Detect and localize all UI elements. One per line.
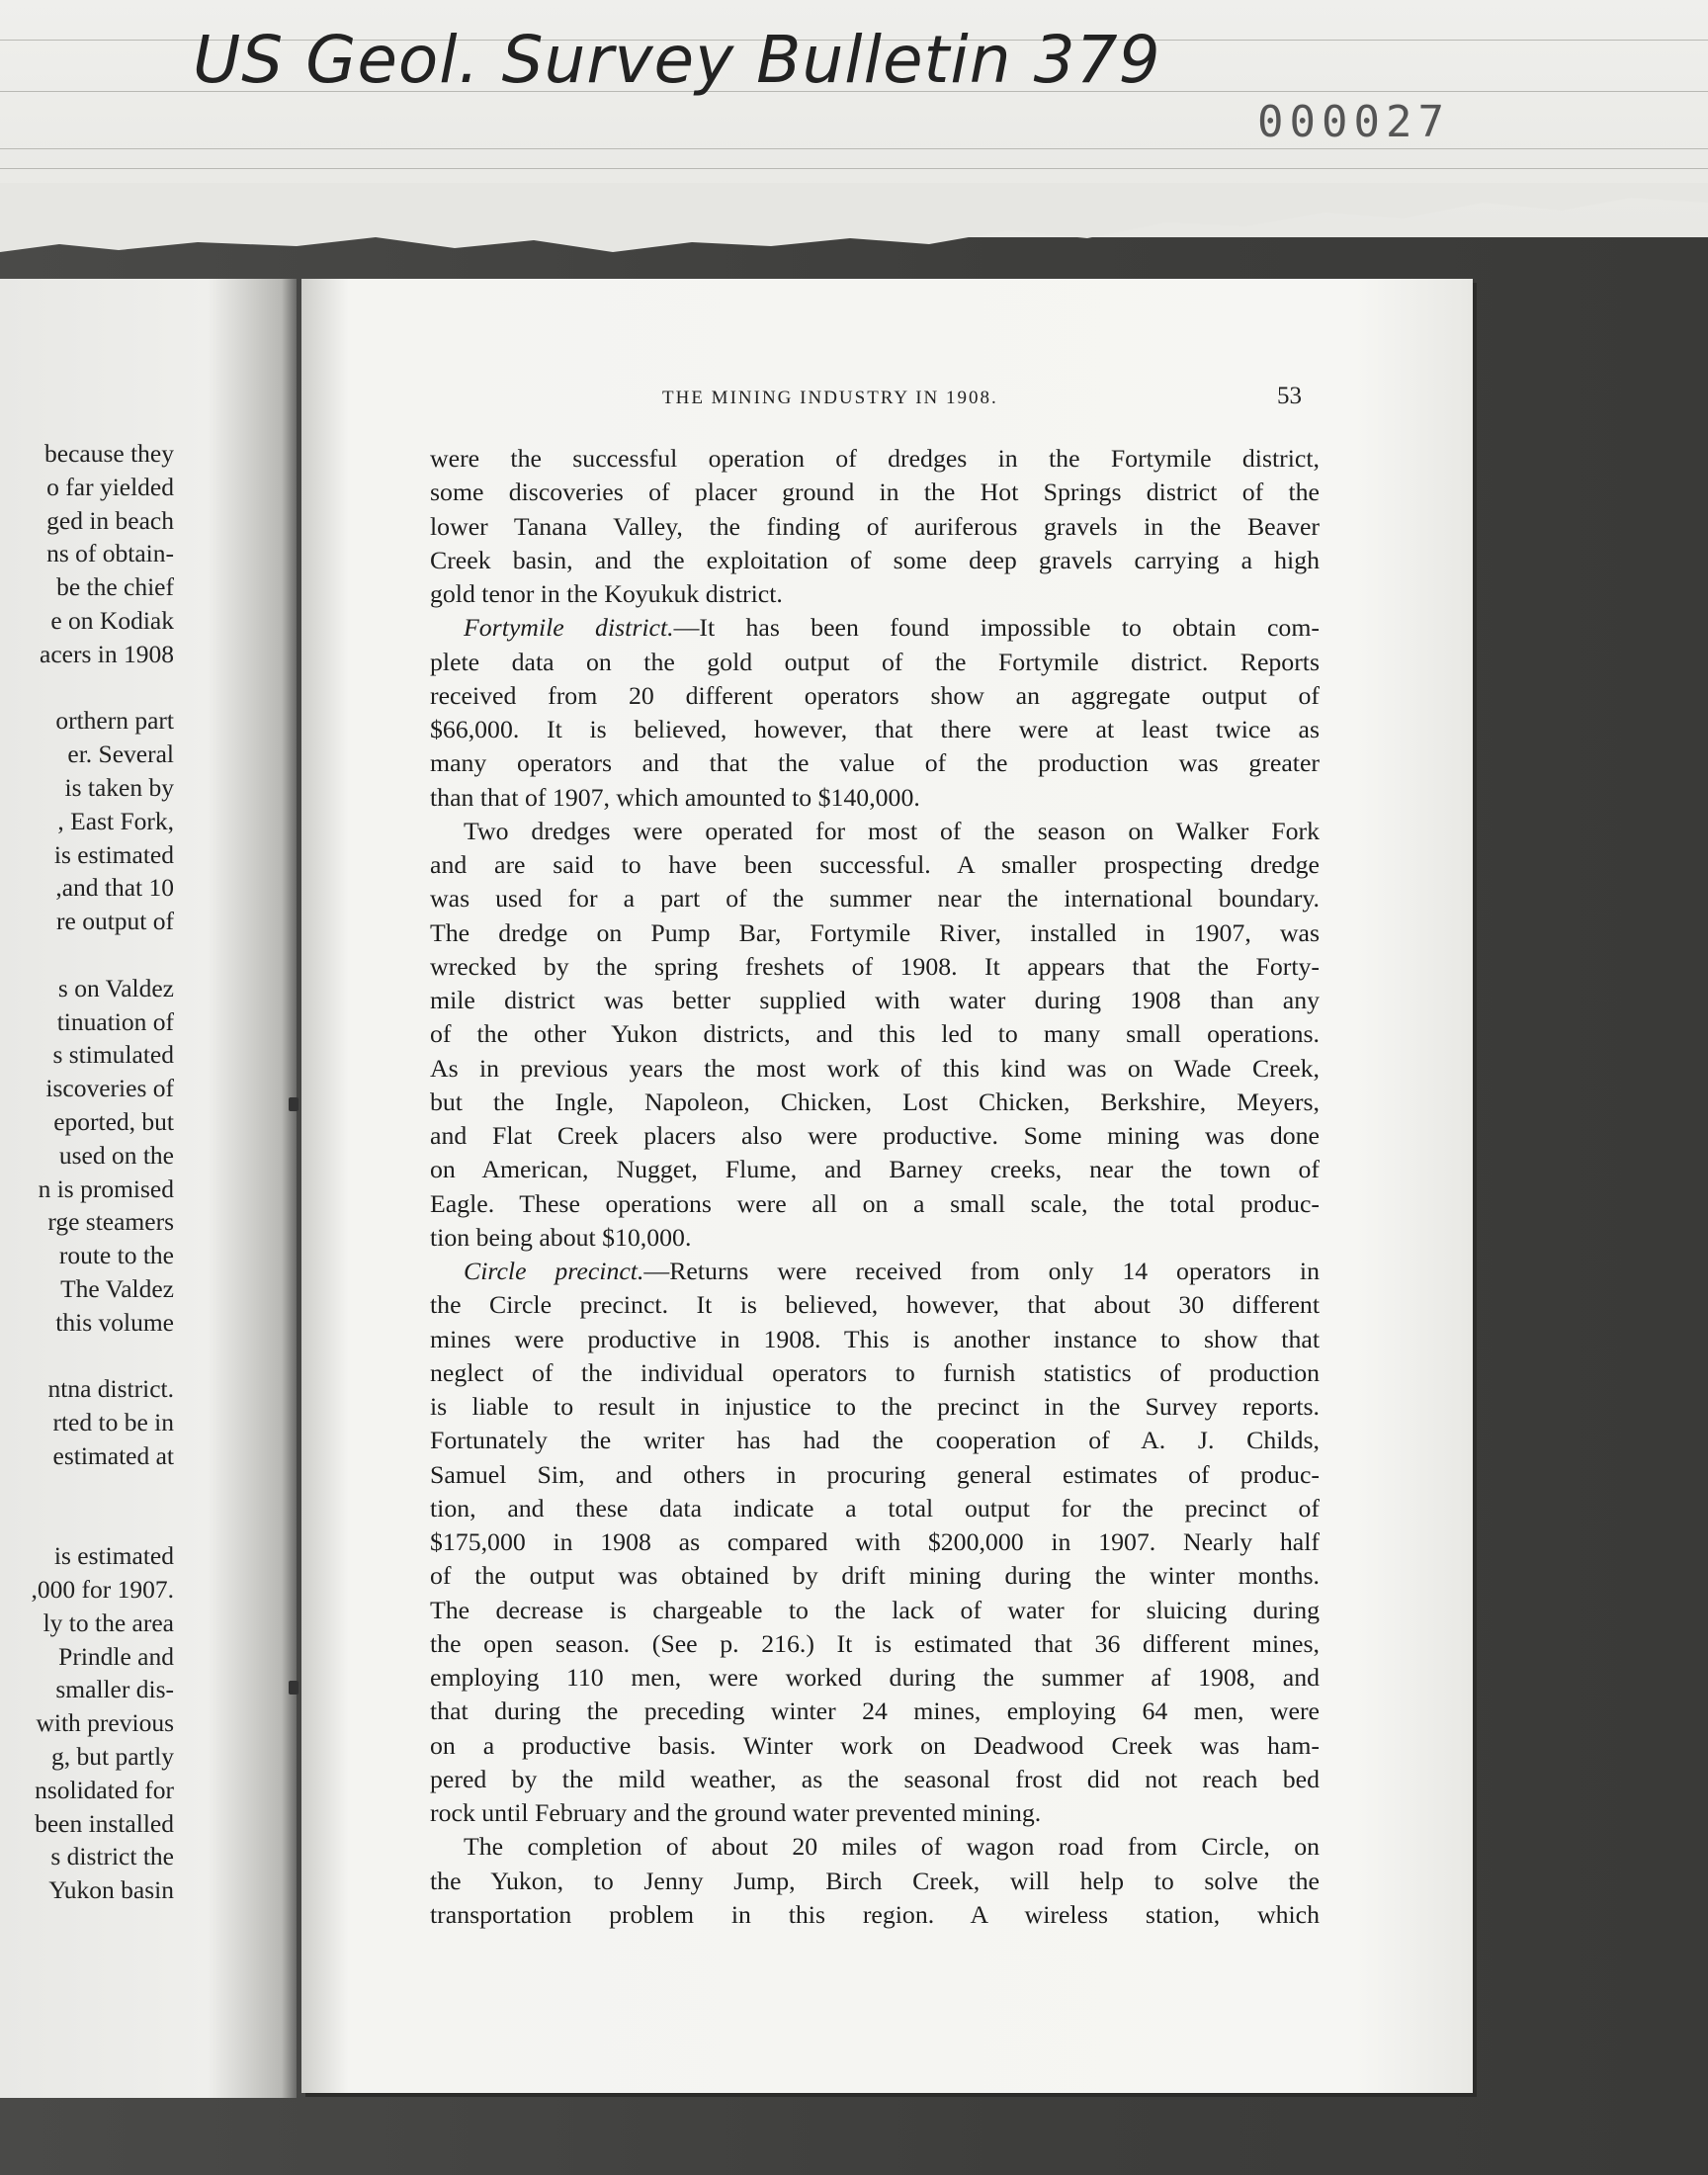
line-text: on a productive basis. Winter work on Deadwood Creek was ham-	[430, 1730, 1320, 1760]
text-line	[430, 1424, 1320, 1457]
facing-page-line: Prindle and	[58, 1641, 174, 1671]
line-text: rock until February and the ground water prevented mining.	[430, 1798, 1042, 1827]
facing-page-line: ,000 for 1907.	[31, 1575, 174, 1605]
line-text: is liable to result in injustice to the precinct in the Survey reports.	[430, 1392, 1320, 1421]
facing-page-line: is taken by	[64, 772, 174, 802]
facing-page-line: rge steamers	[47, 1207, 174, 1237]
facing-page-line: The Valdez	[60, 1273, 174, 1303]
line-text: The completion of about 20 miles of wagon road from Circle, on	[464, 1832, 1320, 1862]
facing-page-line: acers in 1908	[40, 639, 174, 668]
facing-page-line: nsolidated for	[35, 1775, 174, 1804]
text-line	[430, 1627, 1320, 1661]
line-text: employing 110 men, were worked during the summer af 1908, and	[430, 1663, 1320, 1692]
facing-page-line	[0, 1507, 174, 1540]
facing-page-line: used on the	[58, 1140, 174, 1170]
line-text: tion being about $10,000.	[430, 1222, 692, 1252]
line-text: $175,000 in 1908 as compared with $200,000 in 1907. Nearly half	[430, 1527, 1320, 1556]
line-text: of the output was obtained by drift mining during the winter months.	[430, 1561, 1320, 1591]
line-text: As in previous years the most work of this kind was on Wade Creek,	[430, 1053, 1320, 1083]
text-line	[430, 815, 1320, 848]
line-text: received from 20 different operators show an aggregate output of	[430, 680, 1320, 710]
running-head: THE MINING INDUSTRY IN 1908.	[662, 388, 998, 408]
line-text: the Yukon, to Jenny Jump, Birch Creek, will help to solve the	[430, 1866, 1320, 1895]
facing-page-line: e on Kodiak	[50, 605, 174, 635]
facing-page-line: rted to be in	[52, 1408, 174, 1437]
line-text: —Returns were received from only 14 operators in	[643, 1257, 1320, 1285]
text-line	[430, 1356, 1320, 1390]
facing-page-line: g, but partly	[51, 1742, 174, 1772]
facing-page-line: , East Fork,	[57, 806, 174, 835]
handwritten-note: US Geol. Survey Bulletin 379	[193, 22, 1161, 98]
binding-staple	[289, 1681, 299, 1695]
facing-page-line: s stimulated	[52, 1040, 174, 1070]
facing-page-line: ,and that 10	[55, 873, 174, 903]
line-text: mile district was better supplied with water during 1908 than any	[430, 986, 1320, 1014]
text-line	[430, 781, 1320, 815]
text-line	[430, 1525, 1320, 1559]
facing-page-line: n is promised	[38, 1174, 174, 1203]
text-line	[430, 1052, 1320, 1086]
facing-page-line	[0, 938, 174, 972]
text-line	[430, 1796, 1320, 1830]
facing-page-line: because they	[44, 439, 174, 468]
line-text: of the other Yukon districts, and this led to many small operations.	[430, 1019, 1320, 1049]
facing-page-line: be the chief	[56, 572, 174, 602]
page-53	[301, 279, 1473, 2093]
line-text: neglect of the individual operators to furnish statistics of production	[430, 1357, 1320, 1387]
text-line	[430, 882, 1320, 915]
line-text: and are said to have been successful. A smaller prospecting dredge	[430, 850, 1320, 879]
line-text: —It has been found impossible to obtain com-	[673, 613, 1320, 643]
line-text: that during the preceding winter 24 mines, employing 64 men, were	[430, 1696, 1320, 1726]
text-line	[430, 1661, 1320, 1695]
line-text: Creek basin, and the exploitation of some deep gravels carrying a high	[430, 545, 1320, 574]
facing-page-line: ged in beach	[46, 505, 174, 535]
line-text: wrecked by the spring freshets of 1908. It appears that the Forty-	[430, 951, 1320, 981]
facing-page-line: route to the	[58, 1241, 174, 1270]
text-line	[430, 1086, 1320, 1119]
facing-page-text	[0, 437, 174, 1907]
body-text	[430, 442, 1320, 1932]
text-line	[430, 1153, 1320, 1186]
text-line	[430, 1119, 1320, 1153]
text-line	[430, 679, 1320, 713]
text-line	[430, 510, 1320, 544]
facing-page-line: this volume	[55, 1307, 174, 1337]
facing-page-line: o far yielded	[46, 472, 174, 501]
text-line	[430, 1830, 1320, 1864]
line-text: lower Tanana Valley, the finding of auriferous gravels in the Beaver	[430, 511, 1320, 541]
facing-page-line: Yukon basin	[48, 1875, 174, 1905]
facing-page-line: s district the	[50, 1842, 174, 1871]
line-text: Two dredges were operated for most of the season on Walker Fork	[464, 816, 1320, 845]
line-text: some discoveries of placer ground in the Hot Springs district of the	[430, 478, 1320, 507]
text-line	[430, 916, 1320, 950]
text-line	[430, 577, 1320, 611]
line-text: pered by the mild weather, as the seasonal frost did not reach bed	[430, 1764, 1320, 1793]
line-text: transportation problem in this region. A wireless station, which	[430, 1899, 1320, 1929]
text-line	[430, 1865, 1320, 1898]
text-line	[430, 544, 1320, 577]
text-line	[430, 713, 1320, 746]
facing-page-line: is estimated	[53, 1541, 174, 1571]
line-text: $66,000. It is believed, however, that there were at least twice as	[430, 715, 1320, 743]
line-text: Eagle. These operations were all on a small scale, the total produc-	[430, 1188, 1320, 1218]
facing-page-line: eported, but	[53, 1106, 174, 1136]
line-text: than that of 1907, which amounted to $140,000.	[430, 782, 920, 812]
line-text: the Circle precinct. It is believed, however, that about 30 different	[430, 1290, 1320, 1320]
line-text: mines were productive in 1908. This is another instance to show that	[430, 1324, 1320, 1353]
text-line	[430, 1492, 1320, 1525]
line-text: Samuel Sim, and others in procuring general estimates of produc-	[430, 1459, 1320, 1489]
text-line	[430, 1255, 1320, 1288]
text-line	[430, 1458, 1320, 1492]
facing-page-line: ly to the area	[43, 1608, 174, 1637]
text-line	[430, 1288, 1320, 1322]
facing-page-left	[0, 279, 297, 2098]
facing-page-line: been installed	[35, 1808, 174, 1838]
facing-page-line: ns of obtain-	[46, 539, 174, 568]
text-line	[430, 984, 1320, 1017]
document-stamp-number: 000027	[1257, 97, 1450, 147]
text-line	[430, 646, 1320, 679]
page-number: 53	[1277, 383, 1302, 409]
line-text: tion, and these data indicate a total output for the precinct of	[430, 1493, 1320, 1522]
facing-page-line	[0, 1473, 174, 1507]
line-text: the open season. (See p. 216.) It is estimated that 36 different mines,	[430, 1628, 1320, 1658]
text-line	[430, 1594, 1320, 1627]
text-line	[430, 1323, 1320, 1356]
text-line	[430, 1187, 1320, 1221]
facing-page-line: ntna district.	[47, 1374, 174, 1404]
text-line	[430, 611, 1320, 645]
line-text: many operators and that the value of the production was greater	[430, 748, 1320, 778]
text-line	[430, 1221, 1320, 1255]
text-line	[430, 1390, 1320, 1424]
facing-page-line: tinuation of	[56, 1006, 174, 1036]
line-text: gold tenor in the Koyukuk district.	[430, 579, 783, 608]
facing-page-line: re output of	[56, 907, 174, 936]
text-line	[430, 1695, 1320, 1728]
facing-page-line: iscoveries of	[45, 1074, 174, 1103]
line-text: Fortunately the writer has had the cooperation of A. J. Childs,	[430, 1426, 1320, 1455]
line-text: were the successful operation of dredges in the Fortymile district,	[430, 444, 1320, 473]
text-line	[430, 746, 1320, 780]
facing-page-line: er. Several	[67, 740, 174, 769]
line-text: on American, Nugget, Flume, and Barney creeks, near the town of	[430, 1155, 1320, 1184]
facing-page-line: orthern part	[55, 706, 174, 736]
facing-page-line: smaller dis-	[55, 1675, 174, 1704]
facing-page-line: s on Valdez	[57, 973, 174, 1002]
text-line	[430, 1898, 1320, 1932]
text-line	[430, 1729, 1320, 1763]
text-line	[430, 1559, 1320, 1593]
facing-page-line: with previous	[36, 1708, 174, 1738]
binding-staple	[289, 1097, 299, 1111]
facing-page-line	[0, 1340, 174, 1373]
section-heading: Fortymile district.	[464, 613, 674, 643]
line-text: plete data on the gold output of the Fortymile district. Reports	[430, 647, 1320, 676]
text-line	[430, 442, 1320, 476]
line-text: The dredge on Pump Bar, Fortymile River, installed in 1907, was	[430, 917, 1320, 947]
line-text: but the Ingle, Napoleon, Chicken, Lost Chicken, Berkshire, Meyers,	[430, 1087, 1320, 1116]
section-heading: Circle precinct.	[464, 1257, 644, 1285]
text-line	[430, 848, 1320, 882]
facing-page-line: estimated at	[52, 1440, 174, 1470]
line-text: was used for a part of the summer near the international boundary.	[430, 884, 1320, 914]
text-line	[430, 1017, 1320, 1051]
facing-page-line	[0, 671, 174, 705]
text-line	[430, 476, 1320, 509]
text-line	[430, 950, 1320, 984]
text-line	[430, 1763, 1320, 1796]
facing-page-line: is estimated	[53, 839, 174, 869]
line-text: and Flat Creek placers also were productive. Some mining was done	[430, 1121, 1320, 1150]
line-text: The decrease is chargeable to the lack of water for sluicing during	[430, 1595, 1320, 1624]
